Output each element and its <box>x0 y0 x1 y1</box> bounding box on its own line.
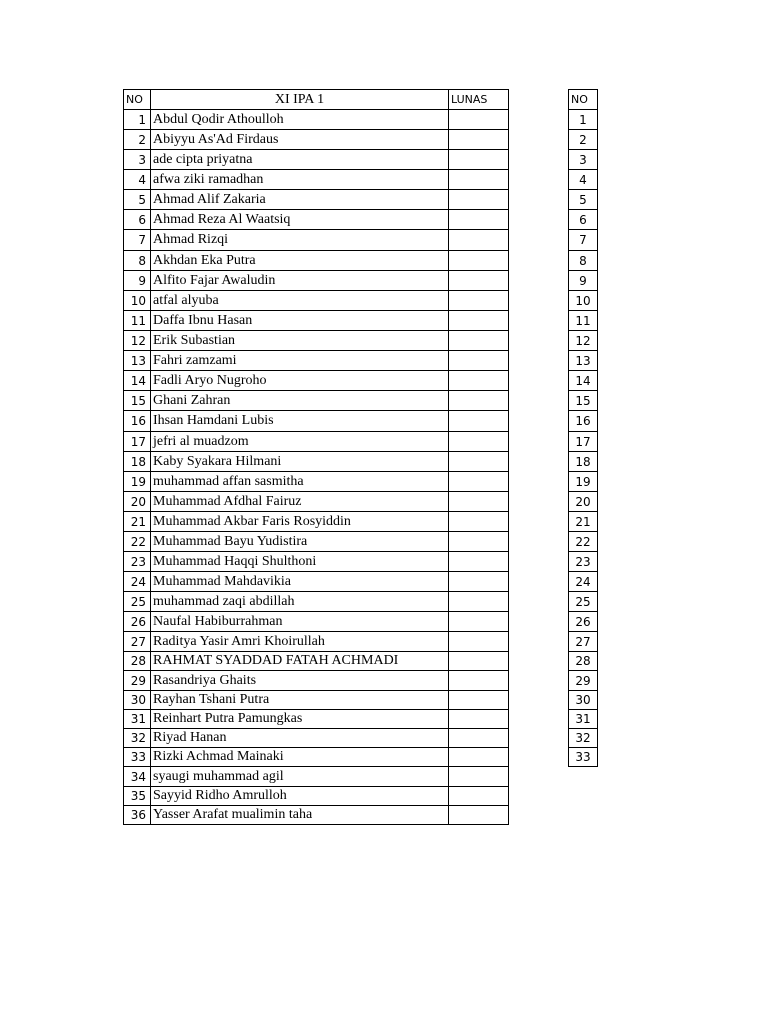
table-row <box>124 411 509 432</box>
row-number: 25 <box>124 592 151 612</box>
row-number: 20 <box>124 492 151 512</box>
row-number: 18 <box>124 452 151 472</box>
row-number: 17 <box>569 432 598 452</box>
lunas-cell[interactable] <box>449 170 509 190</box>
row-number: 29 <box>569 671 598 691</box>
table-row <box>124 391 509 411</box>
table-row <box>569 271 598 291</box>
lunas-cell[interactable] <box>449 652 509 671</box>
row-number: 23 <box>569 552 598 572</box>
table-row <box>124 210 509 230</box>
row-number: 14 <box>124 371 151 391</box>
table-row <box>569 150 598 170</box>
table-row <box>124 251 509 271</box>
lunas-cell[interactable] <box>449 612 509 632</box>
lunas-cell[interactable] <box>449 331 509 351</box>
table-row <box>569 331 598 351</box>
table-row <box>124 130 509 150</box>
lunas-cell[interactable] <box>449 391 509 411</box>
table-row <box>569 532 598 552</box>
student-name: jefri al muadzom <box>151 432 449 452</box>
table-row <box>569 190 598 210</box>
row-number: 11 <box>124 311 151 331</box>
row-number: 18 <box>569 452 598 472</box>
row-number: 31 <box>124 710 151 729</box>
student-name: Naufal Habiburrahman <box>151 612 449 632</box>
student-name: Rasandriya Ghaits <box>151 671 449 691</box>
student-name: Muhammad Akbar Faris Rosyiddin <box>151 512 449 532</box>
table-row <box>124 351 509 371</box>
row-number: 35 <box>124 787 151 806</box>
student-name: Muhammad Haqqi Shulthoni <box>151 552 449 572</box>
row-number: 34 <box>124 767 151 787</box>
table-row <box>124 552 509 572</box>
lunas-cell[interactable] <box>449 632 509 652</box>
lunas-cell[interactable] <box>449 532 509 552</box>
row-number: 31 <box>569 710 598 729</box>
student-name: RAHMAT SYADDAD FATAH ACHMADI <box>151 652 449 671</box>
lunas-cell[interactable] <box>449 512 509 532</box>
table-row <box>569 748 598 767</box>
lunas-cell[interactable] <box>449 150 509 170</box>
table-header-row <box>124 90 509 110</box>
row-number: 27 <box>124 632 151 652</box>
table-row <box>569 110 598 130</box>
lunas-cell[interactable] <box>449 767 509 787</box>
student-name: muhammad affan sasmitha <box>151 472 449 492</box>
row-number: 6 <box>569 210 598 230</box>
student-name: Riyad Hanan <box>151 729 449 748</box>
table-row <box>569 671 598 691</box>
table-row <box>124 472 509 492</box>
row-number: 1 <box>569 110 598 130</box>
row-number: 28 <box>124 652 151 671</box>
table-row <box>124 170 509 190</box>
row-number: 30 <box>124 691 151 710</box>
row-number: 5 <box>569 190 598 210</box>
table-row <box>124 612 509 632</box>
table-row <box>569 371 598 391</box>
row-number: 2 <box>569 130 598 150</box>
row-number: 29 <box>124 671 151 691</box>
table-row <box>569 572 598 592</box>
row-number: 21 <box>124 512 151 532</box>
row-number: 19 <box>569 472 598 492</box>
row-number: 8 <box>569 251 598 271</box>
table-row <box>124 671 509 691</box>
row-number: 3 <box>124 150 151 170</box>
table-row <box>124 230 509 251</box>
student-name: Abdul Qodir Athoulloh <box>151 110 449 130</box>
row-number: 9 <box>569 271 598 291</box>
table-row <box>569 130 598 150</box>
row-number: 4 <box>124 170 151 190</box>
student-name: Muhammad Afdhal Fairuz <box>151 492 449 512</box>
row-number: 12 <box>569 331 598 351</box>
table-row <box>124 729 509 748</box>
table-row <box>124 271 509 291</box>
table-row <box>124 492 509 512</box>
table-row <box>569 251 598 271</box>
table-row <box>124 452 509 472</box>
student-name: Muhammad Bayu Yudistira <box>151 532 449 552</box>
row-number: 28 <box>569 652 598 671</box>
table-row <box>569 411 598 432</box>
row-number: 16 <box>124 411 151 432</box>
lunas-cell[interactable] <box>449 691 509 710</box>
header-lunas: LUNAS <box>449 90 509 110</box>
student-name: afwa ziki ramadhan <box>151 170 449 190</box>
row-number: 1 <box>124 110 151 130</box>
table-row <box>569 452 598 472</box>
table-row <box>569 691 598 710</box>
row-number: 24 <box>124 572 151 592</box>
row-number: 7 <box>124 230 151 251</box>
row-number: 23 <box>124 552 151 572</box>
student-name: Ahmad Alif Zakaria <box>151 190 449 210</box>
table-row <box>124 787 509 806</box>
row-number: 16 <box>569 411 598 432</box>
student-name: syaugi muhammad agil <box>151 767 449 787</box>
row-number: 22 <box>569 532 598 552</box>
table-row <box>569 710 598 729</box>
header-no: NO <box>124 90 151 110</box>
class-list-table <box>123 89 509 825</box>
row-number: 3 <box>569 150 598 170</box>
lunas-cell[interactable] <box>449 572 509 592</box>
row-number: 26 <box>124 612 151 632</box>
student-name: Akhdan Eka Putra <box>151 251 449 271</box>
row-number: 30 <box>569 691 598 710</box>
table-row <box>569 351 598 371</box>
table-row <box>124 748 509 767</box>
table-row <box>569 432 598 452</box>
row-number: 2 <box>124 130 151 150</box>
lunas-cell[interactable] <box>449 432 509 452</box>
row-number: 10 <box>569 291 598 311</box>
table-row <box>569 632 598 652</box>
table-row <box>124 592 509 612</box>
lunas-cell[interactable] <box>449 710 509 729</box>
row-number: 20 <box>569 492 598 512</box>
lunas-cell[interactable] <box>449 787 509 806</box>
row-number: 13 <box>124 351 151 371</box>
row-number: 9 <box>124 271 151 291</box>
row-number: 32 <box>124 729 151 748</box>
table-row <box>569 291 598 311</box>
lunas-cell[interactable] <box>449 492 509 512</box>
student-name: muhammad zaqi abdillah <box>151 592 449 612</box>
row-number: 15 <box>569 391 598 411</box>
student-name: Ahmad Reza Al Waatsiq <box>151 210 449 230</box>
row-number: 24 <box>569 572 598 592</box>
row-number: 25 <box>569 592 598 612</box>
table-row <box>569 210 598 230</box>
row-number: 21 <box>569 512 598 532</box>
table-row <box>569 170 598 190</box>
table-row <box>124 572 509 592</box>
table-row <box>124 371 509 391</box>
row-number: 4 <box>569 170 598 190</box>
table-row <box>569 652 598 671</box>
lunas-cell[interactable] <box>449 411 509 432</box>
table-row <box>124 710 509 729</box>
table-row <box>124 652 509 671</box>
student-name: Alfito Fajar Awaludin <box>151 271 449 291</box>
student-name: Yasser Arafat mualimin taha <box>151 806 449 825</box>
student-name: Fahri zamzami <box>151 351 449 371</box>
lunas-cell[interactable] <box>449 671 509 691</box>
table-row <box>124 691 509 710</box>
row-number: 7 <box>569 230 598 251</box>
student-name: Raditya Yasir Amri Khoirullah <box>151 632 449 652</box>
row-number: 12 <box>124 331 151 351</box>
row-number: 15 <box>124 391 151 411</box>
row-number: 5 <box>124 190 151 210</box>
student-name: ade cipta priyatna <box>151 150 449 170</box>
lunas-cell[interactable] <box>449 291 509 311</box>
table-row <box>124 311 509 331</box>
lunas-cell[interactable] <box>449 806 509 825</box>
lunas-cell[interactable] <box>449 130 509 150</box>
lunas-cell[interactable] <box>449 371 509 391</box>
table-row <box>124 331 509 351</box>
student-name: Kaby Syakara Hilmani <box>151 452 449 472</box>
row-number: 8 <box>124 251 151 271</box>
table-row <box>569 612 598 632</box>
table-row <box>569 311 598 331</box>
lunas-cell[interactable] <box>449 452 509 472</box>
lunas-cell[interactable] <box>449 552 509 572</box>
lunas-cell[interactable] <box>449 271 509 291</box>
row-number: 22 <box>124 532 151 552</box>
lunas-cell[interactable] <box>449 230 509 251</box>
table-row <box>569 592 598 612</box>
student-name: atfal alyuba <box>151 291 449 311</box>
row-number: 14 <box>569 371 598 391</box>
lunas-cell[interactable] <box>449 351 509 371</box>
table-row <box>124 150 509 170</box>
table-row <box>569 512 598 532</box>
row-number: 6 <box>124 210 151 230</box>
student-name: Daffa Ibnu Hasan <box>151 311 449 331</box>
student-name: Ghani Zahran <box>151 391 449 411</box>
lunas-cell[interactable] <box>449 110 509 130</box>
row-number: 10 <box>124 291 151 311</box>
row-number: 19 <box>124 472 151 492</box>
table-header-row <box>569 90 598 110</box>
student-name: Ahmad Rizqi <box>151 230 449 251</box>
lunas-cell[interactable] <box>449 472 509 492</box>
header-class-title: XI IPA 1 <box>151 90 449 110</box>
table-row <box>569 552 598 572</box>
row-number: 26 <box>569 612 598 632</box>
student-name: Rayhan Tshani Putra <box>151 691 449 710</box>
table-row <box>569 230 598 251</box>
student-name: Abiyyu As'Ad Firdaus <box>151 130 449 150</box>
header-no: NO <box>569 90 598 110</box>
table-row <box>569 729 598 748</box>
row-number: 27 <box>569 632 598 652</box>
table-row <box>124 291 509 311</box>
number-list-table <box>568 89 598 767</box>
table-row <box>569 492 598 512</box>
row-number: 32 <box>569 729 598 748</box>
student-name: Erik Subastian <box>151 331 449 351</box>
student-name: Fadli Aryo Nugroho <box>151 371 449 391</box>
table-row <box>569 472 598 492</box>
row-number: 11 <box>569 311 598 331</box>
student-name: Ihsan Hamdani Lubis <box>151 411 449 432</box>
student-name: Rizki Achmad Mainaki <box>151 748 449 767</box>
table-row <box>124 806 509 825</box>
row-number: 36 <box>124 806 151 825</box>
table-row <box>569 391 598 411</box>
lunas-cell[interactable] <box>449 251 509 271</box>
row-number: 17 <box>124 432 151 452</box>
lunas-cell[interactable] <box>449 748 509 767</box>
student-name: Reinhart Putra Pamungkas <box>151 710 449 729</box>
student-name: Sayyid Ridho Amrulloh <box>151 787 449 806</box>
table-row <box>124 512 509 532</box>
lunas-cell[interactable] <box>449 592 509 612</box>
table-row <box>124 110 509 130</box>
lunas-cell[interactable] <box>449 729 509 748</box>
lunas-cell[interactable] <box>449 210 509 230</box>
lunas-cell[interactable] <box>449 190 509 210</box>
row-number: 33 <box>569 748 598 767</box>
row-number: 33 <box>124 748 151 767</box>
table-row <box>124 532 509 552</box>
table-row <box>124 767 509 787</box>
student-name: Muhammad Mahdavikia <box>151 572 449 592</box>
table-row <box>124 190 509 210</box>
table-row <box>124 432 509 452</box>
table-row <box>124 632 509 652</box>
row-number: 13 <box>569 351 598 371</box>
lunas-cell[interactable] <box>449 311 509 331</box>
